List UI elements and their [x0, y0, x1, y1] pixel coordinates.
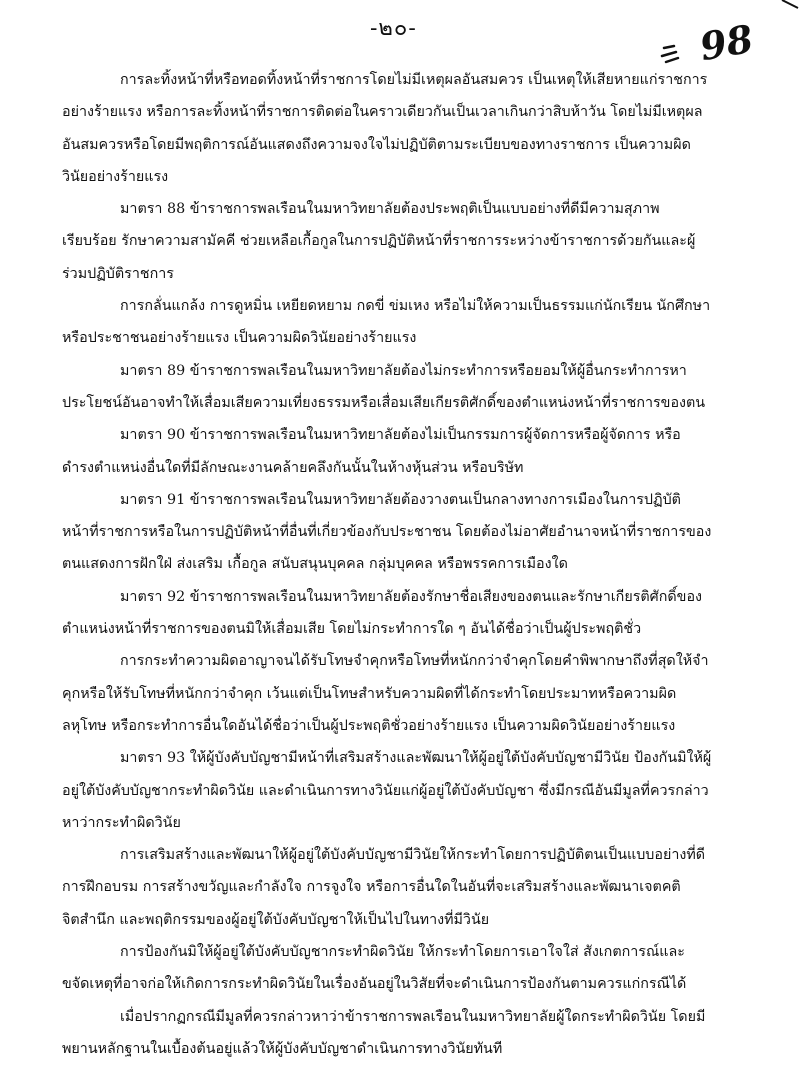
paragraph: การละทิ้งหน้าที่หรือทอดทิ้งหน้าที่ราชการโดยไม่มีเหตุผลอันสมควร เป็นเหตุให้เสียหายแก่ราชการอย่างร้ายแรง หรือการละทิ้งหน้าที่ราชการติดต่อในคราวเดียวกันเป็นเวลาเกินกว่าสิบห้าวัน โดยไม่มีเหตุผลอันสมควรหรือโดยมีพฤติการณ์อันแสดงถึงความจงใจไม่ปฏิบัติตามระเบียบของทางราชการ เป็นความผิดวินัยอย่างร้ายแรง [62, 72, 708, 185]
paragraph-section-93: มาตรา 93 ให้ผู้บังคับบัญชามีหน้าที่เสริมสร้างและพัฒนาให้ผู้อยู่ใต้บังคับบัญชามีวินัย ป้องกันมิให้ผู้อยู่ใต้บังคับบัญชากระทำผิดวินัย และดำเนินการทางวินัยแก่ผู้อยู่ใต้บังคับบัญชา ซึ่งมีกรณีอันมีมูลที่ควรกล่าวหาว่ากระทำผิดวินัย [62, 750, 712, 831]
paragraph: การกลั่นแกล้ง การดูหมิ่น เหยียดหยาม กดขี่ ข่มเหง หรือไม่ให้ความเป็นธรรมแก่นักเรียน นักศึกษา หรือประชาชนอย่างร้ายแรง เป็นความผิดวินัยอย่างร้ายแรง [62, 298, 711, 347]
paragraph: เมื่อปรากฏกรณีมีมูลที่ควรกล่าวหาว่าข้าราชการพลเรือนในมหาวิทยาลัยผู้ใดกระทำผิดวินัย โดยมีพยานหลักฐานในเบื้องต้นอยู่แล้วให้ผู้บังคับบัญชาดำเนินการทางวินัยทันที [62, 1008, 706, 1057]
paragraph-section-89: มาตรา 89 ข้าราชการพลเรือนในมหาวิทยาลัยต้องไม่กระทำการหรือยอมให้ผู้อื่นกระทำการหาประโยชน์อันอาจทำให้เสื่อมเสียความเที่ยงธรรมหรือเสื่อมเสียเกียรติศักดิ์ของตำแหน่งหน้าที่ราชการของตน [62, 362, 706, 411]
scan-corner-mark [780, 0, 800, 10]
page-number: -๒๐- [370, 16, 417, 41]
document-body [62, 64, 712, 1065]
handwritten-page-note: 98 [696, 15, 757, 70]
paragraph-section-90: มาตรา 90 ข้าราชการพลเรือนในมหาวิทยาลัยต้องไม่เป็นกรรมการผู้จัดการหรือผู้จัดการ หรือดำรงตำแหน่งอื่นใดที่มีลักษณะงานคล้ายคลึงกันนั้นในห้างหุ้นส่วน หรือบริษัท [62, 427, 681, 476]
paragraph: การเสริมสร้างและพัฒนาให้ผู้อยู่ใต้บังคับบัญชามีวินัยให้กระทำโดยการปฏิบัติตนเป็นแบบอย่างที่ดี การฝึกอบรม การสร้างขวัญและกำลังใจ การจูงใจ หรือการอื่นใดในอันที่จะเสริมสร้างและพัฒนาเจตคติ จิตสำนึก และพฤติกรรมของผู้อยู่ใต้บังคับบัญชาให้เป็นไปในทางที่มีวินัย [62, 847, 706, 928]
handwritten-marks [660, 42, 710, 66]
paragraph: การป้องกันมิให้ผู้อยู่ใต้บังคับบัญชากระทำผิดวินัย ให้กระทำโดยการเอาใจใส่ สังเกตการณ์และขจัดเหตุที่อาจก่อให้เกิดการกระทำผิดวินัยในเรื่องอันอยู่ในวิสัยที่จะดำเนินการป้องกันตามควรแก่กรณีได้ [62, 944, 687, 993]
paragraph-section-91: มาตรา 91 ข้าราชการพลเรือนในมหาวิทยาลัยต้องวางตนเป็นกลางทางการเมืองในการปฏิบัติหน้าที่ราชการหรือในการปฏิบัติหน้าที่อื่นที่เกี่ยวข้องกับประชาชน โดยต้องไม่อาศัยอำนาจหน้าที่ราชการของตนแสดงการฝักใฝ่ ส่งเสริม เกื้อกูล สนับสนุนบุคคล กลุ่มบุคคล หรือพรรคการเมืองใด [62, 491, 712, 573]
paragraph-section-92: มาตรา 92 ข้าราชการพลเรือนในมหาวิทยาลัยต้องรักษาชื่อเสียงของตนและรักษาเกียรติศักดิ์ของตำแหน่งหน้าที่ราชการของตนมิให้เสื่อมเสีย โดยไม่กระทำการใด ๆ อันได้ชื่อว่าเป็นผู้ประพฤติชั่ว [62, 588, 703, 638]
paragraph: การกระทำความผิดอาญาจนได้รับโทษจำคุกหรือโทษที่หนักกว่าจำคุกโดยคำพิพากษาถึงที่สุดให้จำคุกหรือให้รับโทษที่หนักกว่าจำคุก เว้นแต่เป็นโทษสำหรับความผิดที่ได้กระทำโดยประมาทหรือความผิดลหุโทษ หรือกระทำการอื่นใดอันได้ชื่อว่าเป็นผู้ประพฤติชั่วอย่างร้ายแรง เป็นความผิดวินัยอย่างร้ายแรง [62, 653, 709, 734]
paragraph-section-88: มาตรา 88 ข้าราชการพลเรือนในมหาวิทยาลัยต้องประพฤติเป็นแบบอย่างที่ดีมีความสุภาพเรียบร้อย รักษาความสามัคคี ช่วยเหลือเกื้อกูลในการปฏิบัติหน้าที่ราชการระหว่างข้าราชการด้วยกันและผู้ร่วมปฏิบัติราชการ [62, 201, 696, 282]
